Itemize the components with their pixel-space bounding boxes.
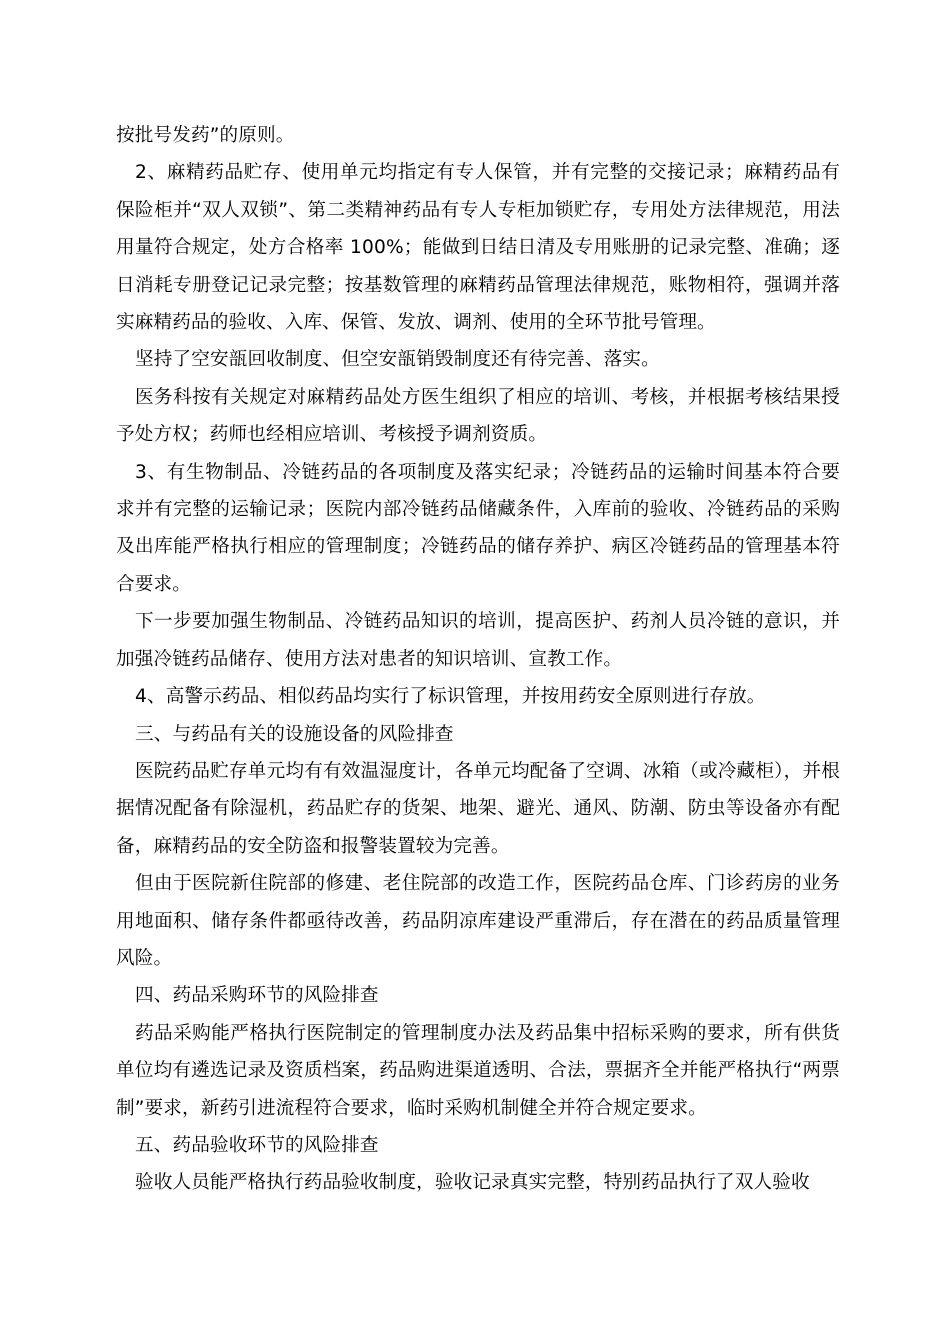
paragraph-continuation: 按批号发药”的原则。: [116, 125, 295, 146]
paragraph-narcotic-storage: 2、麻精药品贮存、使用单元均指定有专人保管，并有完整的交接记录；麻精药品有保险柜并“双人双锁”、第二类精神药品有专人专柜加锁贮存，专用处方法律规范，用法用量符合规定，处方合格率 100%；能做到日结日清及专用账册的记录完整、准确；逐日消耗专册登记记录完整；按基数管理的麻精药品管理法律规范，账物相符，强调并落实麻精药品的验收、入库、保管、发放、调剂、使用的全环节批号管理。: [116, 162, 840, 334]
paragraph-high-alert-drugs: 4、高警示药品、相似药品均实行了标识管理，并按用药安全原则进行存放。: [135, 686, 766, 708]
paragraph-ampoule-recycling: 坚持了空安瓿回收制度、但空安瓿销毁制度还有待完善、落实。: [135, 349, 660, 371]
paragraph-prescriber-training: 医务科按有关规定对麻精药品处方医生组织了相应的培训、考核，并根据考核结果授予处方权；药师也经相应培训、考核授予调剂资质。: [116, 386, 840, 446]
paragraph-facilities: 医院药品贮存单元均有有效温湿度计，各单元均配备了空调、冰箱（或冷藏柜），并根据情况配备有除湿机，药品贮存的货架、地架、避光、通风、防潮、防虫等设备亦有配备，麻精药品的安全防盗和报警装置较为完善。: [116, 760, 840, 857]
paragraph-procurement: 药品采购能严格执行医院制定的管理制度办法及药品集中招标采购的要求，所有供货单位均有遴选记录及资质档案，药品购进渠道透明、合法，票据齐全并能严格执行“两票制”要求，新药引进流程符合要求，临时采购机制健全并符合规定要求。: [116, 1022, 840, 1119]
paragraph-facilities-risk: 但由于医院新住院部的修建、老住院部的改造工作，医院药品仓库、门诊药房的业务用地面积、储存条件都亟待改善，药品阴凉库建设严重滞后，存在潜在的药品质量管理风险。: [116, 873, 840, 969]
paragraph-acceptance: 验收人员能严格执行药品验收制度，验收记录真实完整，特别药品执行了双人验收: [135, 1172, 810, 1194]
document-body: [116, 117, 840, 1202]
section-heading-procurement: 四、药品采购环节的风险排查: [135, 985, 379, 1007]
paragraph-cold-chain: 3、有生物制品、冷链药品的各项制度及落实纪录；冷链药品的运输时间基本符合要求并有完整的运输记录；医院内部冷链药品储藏条件，入库前的验收、冷链药品的采购及出库能严格执行相应的管理制度；冷链药品的储存养护、病区冷链药品的管理基本符合要求。: [116, 461, 840, 595]
section-heading-facilities: 三、与药品有关的设施设备的风险排查: [135, 723, 454, 745]
paragraph-cold-chain-next-steps: 下一步要加强生物制品、冷链药品知识的培训，提高医护、药剂人员冷链的意识，并加强冷链药品储存、使用方法对患者的知识培训、宣教工作。: [116, 611, 840, 670]
section-heading-acceptance: 五、药品验收环节的风险排查: [135, 1134, 379, 1156]
